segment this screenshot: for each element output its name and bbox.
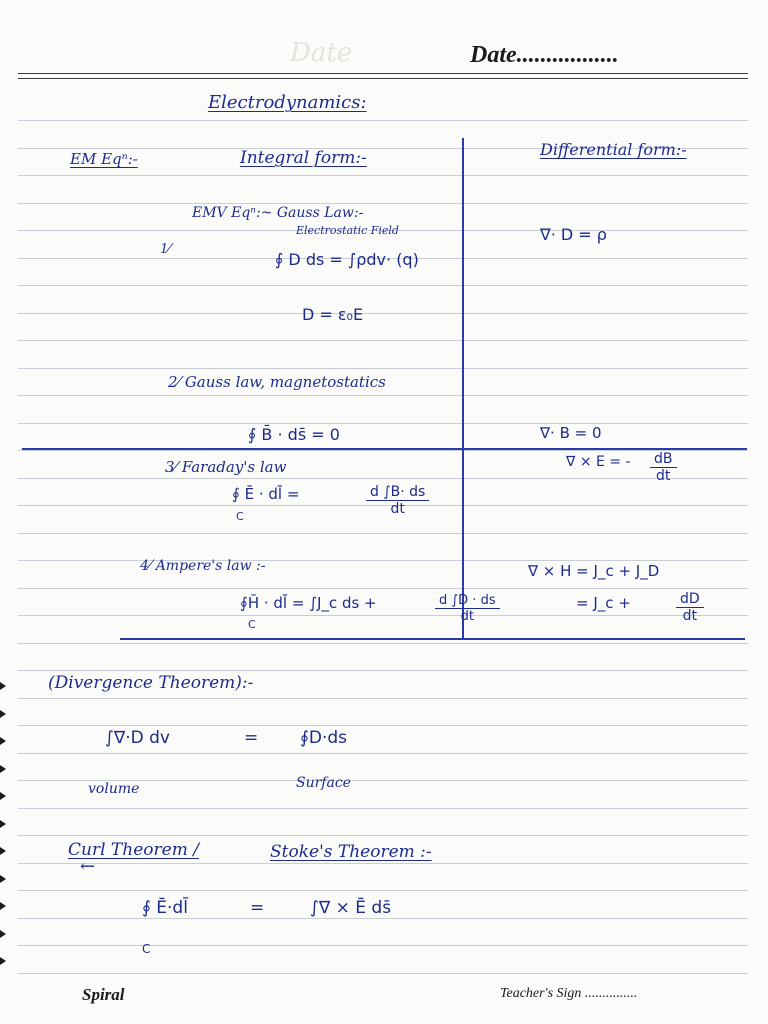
rule-line [18,643,748,644]
rule-line [18,725,748,726]
eq3-fraction-denominator: dt [390,501,405,517]
header-rule [18,73,748,74]
divergence-lhs: ∫∇·D dv [105,728,170,748]
stokes-heading: Stoke's Theorem :- [270,842,432,862]
eq4-contour-label: C [248,618,256,631]
stokes-equals: = [250,898,265,918]
section-end-line [120,638,745,640]
rule-line [18,478,748,479]
rule-line [18,423,748,424]
eq3-diff-numerator: dB [650,451,677,468]
margin-marker [0,930,6,938]
rule-line [18,863,748,864]
eq3-fraction-numerator: d ∫B· ds [366,484,429,501]
integral-form-label: Integral form:- [240,148,367,168]
eq4-integral-left: ∮H̄ · dl̄ = ∫J_c ds + [240,594,377,612]
divergence-equals: = [244,728,259,748]
rule-line [18,698,748,699]
eq1-integral: ∮ D ds = ∫ρdv· (q) [275,250,419,269]
ghost-date-watermark: Date [290,38,353,68]
eq3-differential-left: ∇ × E = - [566,454,631,470]
margin-marker [0,847,6,855]
eq4-fraction-denominator: dt [460,609,474,624]
rule-line [18,808,748,809]
rule-line [18,203,748,204]
eq3-differential-fraction [650,451,677,484]
eq3-diff-denominator: dt [656,468,671,484]
margin-marker [0,902,6,910]
rule-line [18,890,748,891]
divergence-surface-label: Surface [296,775,351,791]
header-rule [18,78,748,79]
rule-line [18,588,748,589]
column-divider [462,138,464,638]
margin-marker [0,710,6,718]
eq1-relation: D = ε₀E [302,305,364,324]
rule-line [18,918,748,919]
date-field[interactable]: Date................. [470,42,619,68]
margin-marker [0,737,6,745]
rule-line [18,120,748,121]
eq2-integral: ∮ B̄ · ds̄ = 0 [248,425,340,444]
stokes-contour-label: C [142,942,151,956]
rule-line [18,313,748,314]
rule-line [18,285,748,286]
rule-line [18,560,748,561]
eq4-fraction [435,593,500,624]
rule-line [18,973,748,974]
eq2-differential: ∇· B = 0 [540,424,602,442]
divergence-volume-label: volume [88,781,140,797]
eq3-fraction [366,484,429,517]
margin-marker [0,682,6,690]
eq1-number: 1⁄ [160,242,171,257]
eq4-diff-numerator: dD [676,591,704,608]
rule-line [18,753,748,754]
eq3-heading: 3⁄ Faraday's law [165,458,287,476]
margin-marker [0,957,6,965]
rule-line [18,835,748,836]
teacher-sign-field[interactable]: Teacher's Sign ............... [500,986,638,1001]
rule-line [18,615,748,616]
curl-heading: Curl Theorem / [68,840,199,860]
left-arrow-icon: ← [80,856,96,877]
page-title: Electrodynamics: [208,92,367,113]
rule-line [18,450,748,451]
eq2-heading: 2⁄ Gauss law, magnetostatics [168,373,386,391]
margin-marker [0,875,6,883]
differential-form-label: Differential form:- [540,140,687,159]
margin-marker [0,820,6,828]
rule-line [18,340,748,341]
rule-line [18,368,748,369]
eq4-differential-fraction [676,591,704,624]
eq3-integral-left: ∮ Ē · dl̄ = [232,485,300,503]
eq4-differential-top: ∇ × H = J_c + J_D [528,562,660,580]
eq1-differential: ∇· D = ρ [540,225,607,244]
stokes-rhs: ∫∇ × Ē ds̄ [310,898,392,918]
rule-line [18,175,748,176]
rule-line [18,395,748,396]
eq1-heading: EMV Eqⁿ:~ Gauss Law:- [192,205,364,221]
em-equation-label: EM Eqⁿ:- [70,150,138,168]
eq4-fraction-numerator: d ∫D · ds [435,593,500,609]
rule-line [18,670,748,671]
separator-line [22,448,747,450]
divergence-heading: (Divergence Theorem):- [48,673,254,693]
eq3-contour-label: C [236,510,244,523]
margin-marker [0,792,6,800]
rule-line [18,945,748,946]
divergence-rhs: ∮D·ds [300,728,347,748]
brand-logo: Spiral [82,985,125,1004]
rule-line [18,533,748,534]
eq4-differential-bottom: = J_c + [576,594,631,612]
eq4-diff-denominator: dt [682,608,698,624]
eq4-heading: 4⁄ Ampere's law :- [140,558,266,574]
stokes-lhs: ∮ Ē·dl̄ [142,898,188,918]
eq1-subheading: Electrostatic Field [296,224,399,237]
margin-marker [0,765,6,773]
